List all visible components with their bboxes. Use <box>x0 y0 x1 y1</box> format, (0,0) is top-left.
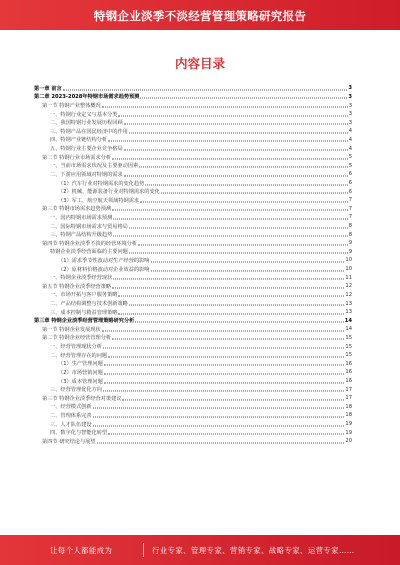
toc-entry-label: 一、市场开拓与客户服务策略 <box>50 292 118 299</box>
toc-leader-dots <box>118 313 344 314</box>
toc-entry-page: 8 <box>348 231 352 238</box>
toc-entry[interactable] <box>34 110 352 119</box>
toc-entry[interactable] <box>34 291 352 300</box>
toc-entry[interactable] <box>34 248 352 257</box>
toc-entry-page: 10 <box>345 266 352 273</box>
toc-leader-dots <box>93 408 345 409</box>
toc-entry-label: 第二节 特钢企业经营管理分析 <box>42 335 112 342</box>
toc-entry[interactable] <box>34 230 352 239</box>
toc-entry-label: （3）成本管理问题 <box>58 378 103 385</box>
toc-entry-label: 四、数字化与智能化转型 <box>50 430 108 437</box>
toc-entry[interactable] <box>34 256 352 265</box>
toc-leader-dots <box>138 244 348 245</box>
toc-entry[interactable] <box>34 93 352 102</box>
toc-entry-page: 3 <box>348 102 352 109</box>
table-of-contents <box>34 84 352 446</box>
toc-entry-page: 6 <box>348 171 352 178</box>
toc-entry-page: 12 <box>345 283 352 290</box>
toc-entry[interactable] <box>34 342 352 351</box>
toc-entry-page: 14 <box>345 326 352 333</box>
toc-entry-page: 14 <box>344 317 352 324</box>
toc-entry[interactable] <box>34 222 352 231</box>
toc-leader-dots <box>102 330 345 331</box>
toc-entry[interactable] <box>34 394 352 403</box>
toc-leader-dots <box>122 399 344 400</box>
toc-leader-dots <box>104 365 345 366</box>
toc-entry[interactable] <box>34 377 352 386</box>
toc-entry[interactable] <box>34 127 352 136</box>
toc-entry-page: 16 <box>345 378 352 385</box>
toc-leader-dots <box>112 339 344 340</box>
toc-entry-label: （3）军工、航空航天领域特钢需求 <box>58 197 140 204</box>
toc-entry-label: 第一节 特钢产业整体概况 <box>42 103 101 110</box>
toc-entry-page: 11 <box>345 274 352 281</box>
toc-leader-dots <box>145 184 347 185</box>
toc-entry[interactable] <box>34 308 352 317</box>
toc-entry-label: 二、我国特钢行业发展历程回顾 <box>50 120 123 127</box>
toc-entry-page: 7 <box>348 205 352 212</box>
toc-leader-dots <box>112 158 348 159</box>
toc-entry-page: 5 <box>348 154 352 161</box>
toc-entry-label: 第四节 特钢企业淡季不淡的经营环境分析 <box>42 240 138 247</box>
toc-leader-dots <box>113 218 347 219</box>
toc-leader-dots <box>124 175 348 176</box>
toc-entry[interactable] <box>34 385 352 394</box>
toc-entry-label: 一、当前市场需求状况及主要驱动因素 <box>50 163 139 170</box>
toc-entry-page: 5 <box>348 162 352 169</box>
toc-entry-page: 17 <box>345 395 352 402</box>
toc-entry-label: 二、管理体系完善 <box>50 412 92 419</box>
toc-entry-label: （2）原材料价格波动对企业效益的影响 <box>58 266 150 273</box>
toc-leader-dots <box>103 391 345 392</box>
toc-entry-label: 第四节 研究结论与展望 <box>42 438 96 445</box>
toc-entry-page: 7 <box>348 197 352 204</box>
toc-entry-page: 18 <box>345 403 352 410</box>
toc-leader-dots <box>108 434 344 435</box>
toc-entry-page: 13 <box>345 300 352 307</box>
toc-entry[interactable] <box>34 428 352 437</box>
toc-entry[interactable] <box>34 213 352 222</box>
toc-entry-label: 特钢企业淡季经营面临的主要问题 <box>50 249 128 256</box>
toc-entry[interactable] <box>34 437 352 446</box>
toc-entry-page: 15 <box>345 343 352 350</box>
toc-entry-page: 18 <box>345 412 352 419</box>
toc-leader-dots <box>63 89 348 90</box>
toc-leader-dots <box>112 210 348 211</box>
toc-entry[interactable] <box>34 420 352 429</box>
toc-leader-dots <box>129 305 345 306</box>
toc-entry-page: 13 <box>345 309 352 316</box>
toc-entry[interactable] <box>34 136 352 145</box>
toc-entry[interactable] <box>34 144 352 153</box>
toc-leader-dots <box>151 270 345 271</box>
toc-entry-label: （1）需求季节性波动对生产经营的影响 <box>58 257 150 264</box>
toc-entry-page: 20 <box>345 438 352 445</box>
toc-entry-label: 二、下游应用领域对特钢的需求 <box>50 171 123 178</box>
toc-entry-label: 第三节 特钢企业淡季经营对策建议 <box>42 395 122 402</box>
toc-entry-page: 4 <box>348 145 352 152</box>
toc-entry-page: 15 <box>345 352 352 359</box>
toc-entry-label: （2）机械、能源装备行业对特钢需求的变化 <box>58 189 160 196</box>
toc-entry-page: 19 <box>345 429 352 436</box>
toc-leader-dots <box>104 373 345 374</box>
toc-leader-dots <box>97 442 345 443</box>
toc-leader-dots <box>104 382 345 383</box>
toc-entry[interactable] <box>34 239 352 248</box>
toc-entry[interactable] <box>34 196 352 205</box>
toc-entry-label: 第五节 特钢企业淡季经营策略 <box>42 283 112 290</box>
toc-leader-dots <box>124 124 348 125</box>
toc-leader-dots <box>108 141 348 142</box>
toc-leader-dots <box>129 132 348 133</box>
toc-entry[interactable] <box>34 334 352 343</box>
footer-divider <box>143 543 144 557</box>
toc-entry-label: 二、国际特钢市场需求与贸易格局 <box>50 223 128 230</box>
toc-entry[interactable] <box>34 170 352 179</box>
toc-leader-dots <box>161 193 348 194</box>
toc-leader-dots <box>112 287 344 288</box>
toc-entry[interactable] <box>34 153 352 162</box>
footer-expert-list: 行业专家、管理专家、营销专家、战略专家、运营专家…… <box>152 546 355 555</box>
toc-entry[interactable] <box>34 403 352 412</box>
toc-leader-dots <box>129 227 348 228</box>
toc-entry-page: 17 <box>345 386 352 393</box>
toc-entry-label: 一、经营管理现状分析 <box>50 344 102 351</box>
toc-entry-page: 9 <box>348 248 352 255</box>
toc-entry-label: 二、产品结构调整与技术创新策略 <box>50 301 128 308</box>
toc-entry-page: 9 <box>348 240 352 247</box>
toc-entry-label: 四、特钢产业链结构分析 <box>50 137 108 144</box>
toc-entry[interactable] <box>34 84 352 93</box>
toc-entry-page: 7 <box>348 214 352 221</box>
toc-entry-label: 第二节 特钢行业市场需求分析 <box>42 154 112 161</box>
toc-leader-dots <box>139 167 347 168</box>
toc-heading: 内容目录 <box>174 56 225 71</box>
toc-leader-dots <box>140 201 348 202</box>
toc-leader-dots <box>93 425 345 426</box>
footer-slogan: 让每个人都能成为 <box>50 546 113 555</box>
toc-entry-label: 三、特钢产品在国民经济中的作用 <box>50 128 128 135</box>
toc-leader-dots <box>102 107 348 108</box>
toc-entry-label: 一、特钢企业淡季经营现状 <box>50 275 113 282</box>
toc-entry[interactable] <box>34 351 352 360</box>
toc-leader-dots <box>113 236 347 237</box>
toc-entry-label: 三、人才队伍建设 <box>50 421 92 428</box>
toc-leader-dots <box>108 356 344 357</box>
toc-entry-page: 4 <box>348 136 352 143</box>
toc-entry-label: （1）汽车行业对特钢需求的变化趋势 <box>58 180 145 187</box>
toc-entry-label: 三、特钢产品结构升级趋势 <box>50 232 113 239</box>
toc-entry[interactable] <box>34 325 352 334</box>
toc-entry-label: 一、国内特钢市场需求预测 <box>50 214 113 221</box>
toc-entry-label: 第一节 特钢企业发展现状 <box>42 326 101 333</box>
toc-entry-label: 第三节 特钢市场需求趋势预测 <box>42 206 112 213</box>
toc-entry-page: 8 <box>348 223 352 230</box>
toc-entry[interactable] <box>34 316 352 325</box>
toc-entry-label: 三、成本控制与精益管理策略 <box>50 309 118 316</box>
toc-entry-label: 三、经营管理优化方向 <box>50 387 102 394</box>
toc-entry[interactable] <box>34 368 352 377</box>
toc-entry-page: 4 <box>348 128 352 135</box>
toc-entry[interactable] <box>34 179 352 188</box>
toc-entry[interactable] <box>34 205 352 214</box>
toc-entry-label: （1）生产管理问题 <box>58 361 103 368</box>
toc-leader-dots <box>113 279 344 280</box>
page-footer <box>0 535 400 565</box>
toc-entry[interactable] <box>34 187 352 196</box>
toc-leader-dots <box>135 322 343 323</box>
toc-entry-label: 第一章 前言 <box>34 85 62 92</box>
toc-leader-dots <box>151 261 345 262</box>
toc-entry[interactable] <box>34 282 352 291</box>
toc-entry-label: 第二章 2023-2028年特钢市场需求趋势预测 <box>34 94 140 101</box>
toc-entry-label: 一、特钢行业定义与基本分类 <box>50 111 118 118</box>
toc-leader-dots <box>103 348 345 349</box>
toc-entry[interactable] <box>34 265 352 274</box>
toc-entry[interactable] <box>34 273 352 282</box>
toc-leader-dots <box>129 253 348 254</box>
toc-entry[interactable] <box>34 161 352 170</box>
toc-entry-label: 五、特钢行业主要企业竞争格局 <box>50 146 123 153</box>
toc-entry[interactable] <box>34 411 352 420</box>
toc-entry-page: 16 <box>345 369 352 376</box>
toc-entry[interactable] <box>34 101 352 110</box>
toc-entry-label: 二、经营管理存在的问题 <box>50 352 108 359</box>
toc-entry-page: 3 <box>348 111 352 118</box>
toc-leader-dots <box>93 416 345 417</box>
toc-entry-page: 16 <box>345 360 352 367</box>
page-header <box>0 0 400 30</box>
toc-entry[interactable] <box>34 299 352 308</box>
toc-entry-page: 6 <box>348 180 352 186</box>
toc-leader-dots <box>124 150 348 151</box>
toc-leader-dots <box>140 98 347 99</box>
toc-entry-page: 19 <box>345 421 352 428</box>
toc-leader-dots <box>118 296 344 297</box>
toc-entry-page: 15 <box>345 334 352 341</box>
toc-entry-label: （2）市场营销问题 <box>58 369 103 376</box>
toc-entry[interactable] <box>34 360 352 369</box>
toc-entry-page: 3 <box>348 119 352 126</box>
toc-leader-dots <box>118 115 347 116</box>
toc-entry-label: 第三章 特钢企业淡季经营管理策略研究分析 <box>34 318 135 325</box>
toc-entry-page: 3 <box>348 93 352 100</box>
toc-entry-page: 10 <box>345 257 352 264</box>
toc-entry-page: 12 <box>345 291 352 298</box>
toc-entry[interactable] <box>34 118 352 127</box>
toc-entry-page: 6 <box>348 188 352 195</box>
report-title: 特钢企业淡季不淡经营管理策略研究报告 <box>93 9 307 23</box>
toc-entry-page: 3 <box>348 85 352 92</box>
toc-entry-label: 一、经营模式创新 <box>50 404 92 411</box>
